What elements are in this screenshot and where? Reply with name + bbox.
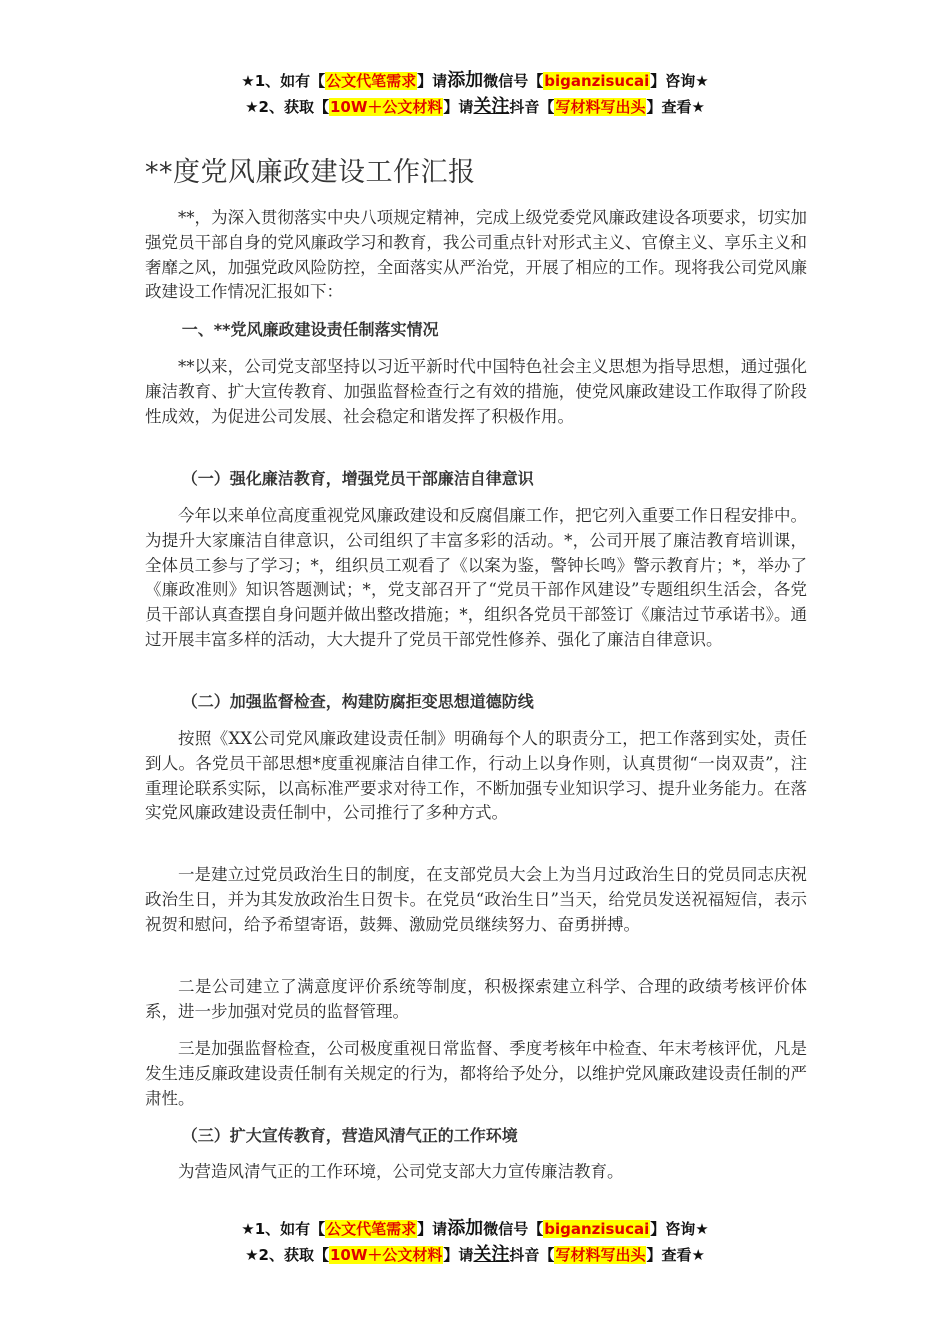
promo-emphasis: 添加 bbox=[447, 1218, 484, 1239]
promo-text: 】请 bbox=[417, 1220, 448, 1238]
promo-highlight: 写材料写出头 bbox=[555, 98, 646, 116]
promo-text: 微信号【 bbox=[483, 72, 544, 90]
promo-line-1 bbox=[0, 68, 950, 94]
paragraph: 二是公司建立了满意度评价系统等制度，积极探索建立科学、合理的政绩考核评价体系，进一步加强对党员的监督管理。 bbox=[145, 977, 807, 1021]
promo-text: ★2、获取【 bbox=[245, 98, 329, 116]
promo-text: 抖音【 bbox=[509, 98, 555, 116]
paragraph: **以来，公司党支部坚持以习近平新时代中国特色社会主义思想为指导思想，通过强化廉洁教育、扩大宣传教育、加强监督检查行之有效的措施，使党风廉政建设工作取得了阶段性成效，为促进公司发展、社会稳定和谐发挥了积极作用。 bbox=[145, 357, 807, 426]
promo-highlight: biganzisucai bbox=[544, 72, 650, 90]
document-title: **度党风廉政建设工作汇报 bbox=[145, 157, 476, 188]
promo-highlight: 公文代笔需求 bbox=[326, 72, 417, 90]
promo-highlight: biganzisucai bbox=[544, 1220, 650, 1238]
paragraph: 一是建立过党员政治生日的制度，在支部党员大会上为当月过政治生日的党员同志庆祝政治生日，并为其发放政治生日贺卡。在党员“政治生日”当天，给党员发送祝福短信，表示祝贺和慰问，给予希望寄语，鼓舞、激励党员继续努力、奋勇拼搏。 bbox=[145, 865, 807, 934]
promo-emphasis: 关注 bbox=[473, 96, 510, 117]
subsection-heading-2: （二）加强监督检查，构建防腐拒变思想道德防线 bbox=[181, 692, 534, 711]
promo-text: ★2、获取【 bbox=[245, 1246, 329, 1264]
paragraph: 今年以来单位高度重视党风廉政建设和反腐倡廉工作，把它列入重要工作日程安排中。为提升大家廉洁自律意识，公司组织了丰富多彩的活动。*，公司开展了廉洁教育培训课，全体员工参与了学习；*，组织员工观看了《以案为鉴，警钟长鸣》警示教育片；*，举办了《廉政准则》知识答题测试；*，党支部召开了“党员干部作风建设”专题组织生活会，各党员干部认真查摆自身问题并做出整改措施；*，组织各党员干部签订《廉洁过节承诺书》。通过开展丰富多样的活动，大大提升了党员干部党性修养、强化了廉洁自律意识。 bbox=[145, 506, 807, 649]
promo-highlight: 10W＋公文材料 bbox=[329, 1246, 443, 1264]
promo-line-1 bbox=[0, 1216, 950, 1242]
intro-paragraph: **，为深入贯彻落实中央八项规定精神，完成上级党委党风廉政建设各项要求，切实加强党员干部自身的党风廉政学习和教育，我公司重点针对形式主义、官僚主义、享乐主义和奢靡之风，加强党政风险防控，全面落实从严治党，开展了相应的工作。现将我公司党风廉政建设工作情况汇报如下： bbox=[145, 208, 807, 302]
promo-text: 】查看★ bbox=[646, 1246, 705, 1264]
paragraph: 三是加强监督检查，公司极度重视日常监督、季度考核年中检查、年末考核评优，凡是发生违反廉政建设责任制有关规定的行为，都将给予处分，以维护党风廉政建设责任制的严肃性。 bbox=[145, 1039, 807, 1108]
promo-emphasis: 添加 bbox=[447, 70, 484, 91]
promo-text: 】请 bbox=[417, 72, 448, 90]
promo-text: 】请 bbox=[443, 98, 474, 116]
paragraph: 为营造风清气正的工作环境，公司党支部大力宣传廉洁教育。 bbox=[178, 1162, 624, 1181]
promo-line-2 bbox=[0, 94, 950, 120]
promo-emphasis: 关注 bbox=[473, 1244, 510, 1265]
promo-text: 】查看★ bbox=[646, 98, 705, 116]
promo-highlight: 写材料写出头 bbox=[555, 1246, 646, 1264]
promo-text: ★1、如有【 bbox=[241, 72, 326, 90]
promo-highlight: 公文代笔需求 bbox=[326, 1220, 417, 1238]
promo-highlight: 10W＋公文材料 bbox=[329, 98, 443, 116]
bottom-promo-banner bbox=[0, 1216, 950, 1268]
promo-text: 微信号【 bbox=[483, 1220, 544, 1238]
paragraph: 按照《XX公司党风廉政建设责任制》明确每个人的职责分工，把工作落到实处，责任到人。各党员干部思想*度重视廉洁自律工作，行动上以身作则，认真贯彻“一岗双责”，注重理论联系实际，以高标准严要求对待工作，不断加强专业知识学习、提升业务能力。在落实党风廉政建设责任制中，公司推行了多种方式。 bbox=[145, 729, 807, 823]
promo-text: 抖音【 bbox=[509, 1246, 555, 1264]
top-promo-banner bbox=[0, 68, 950, 120]
section-heading-1: 一、**党风廉政建设责任制落实情况 bbox=[181, 320, 439, 339]
subsection-heading-3: （三）扩大宣传教育，营造风清气正的工作环境 bbox=[181, 1126, 518, 1145]
promo-text: 】咨询★ bbox=[650, 1220, 709, 1238]
subsection-heading-1: （一）强化廉洁教育，增强党员干部廉洁自律意识 bbox=[181, 469, 534, 488]
promo-text: 】咨询★ bbox=[650, 72, 709, 90]
promo-text: ★1、如有【 bbox=[241, 1220, 326, 1238]
promo-text: 】请 bbox=[443, 1246, 474, 1264]
promo-line-2 bbox=[0, 1242, 950, 1268]
